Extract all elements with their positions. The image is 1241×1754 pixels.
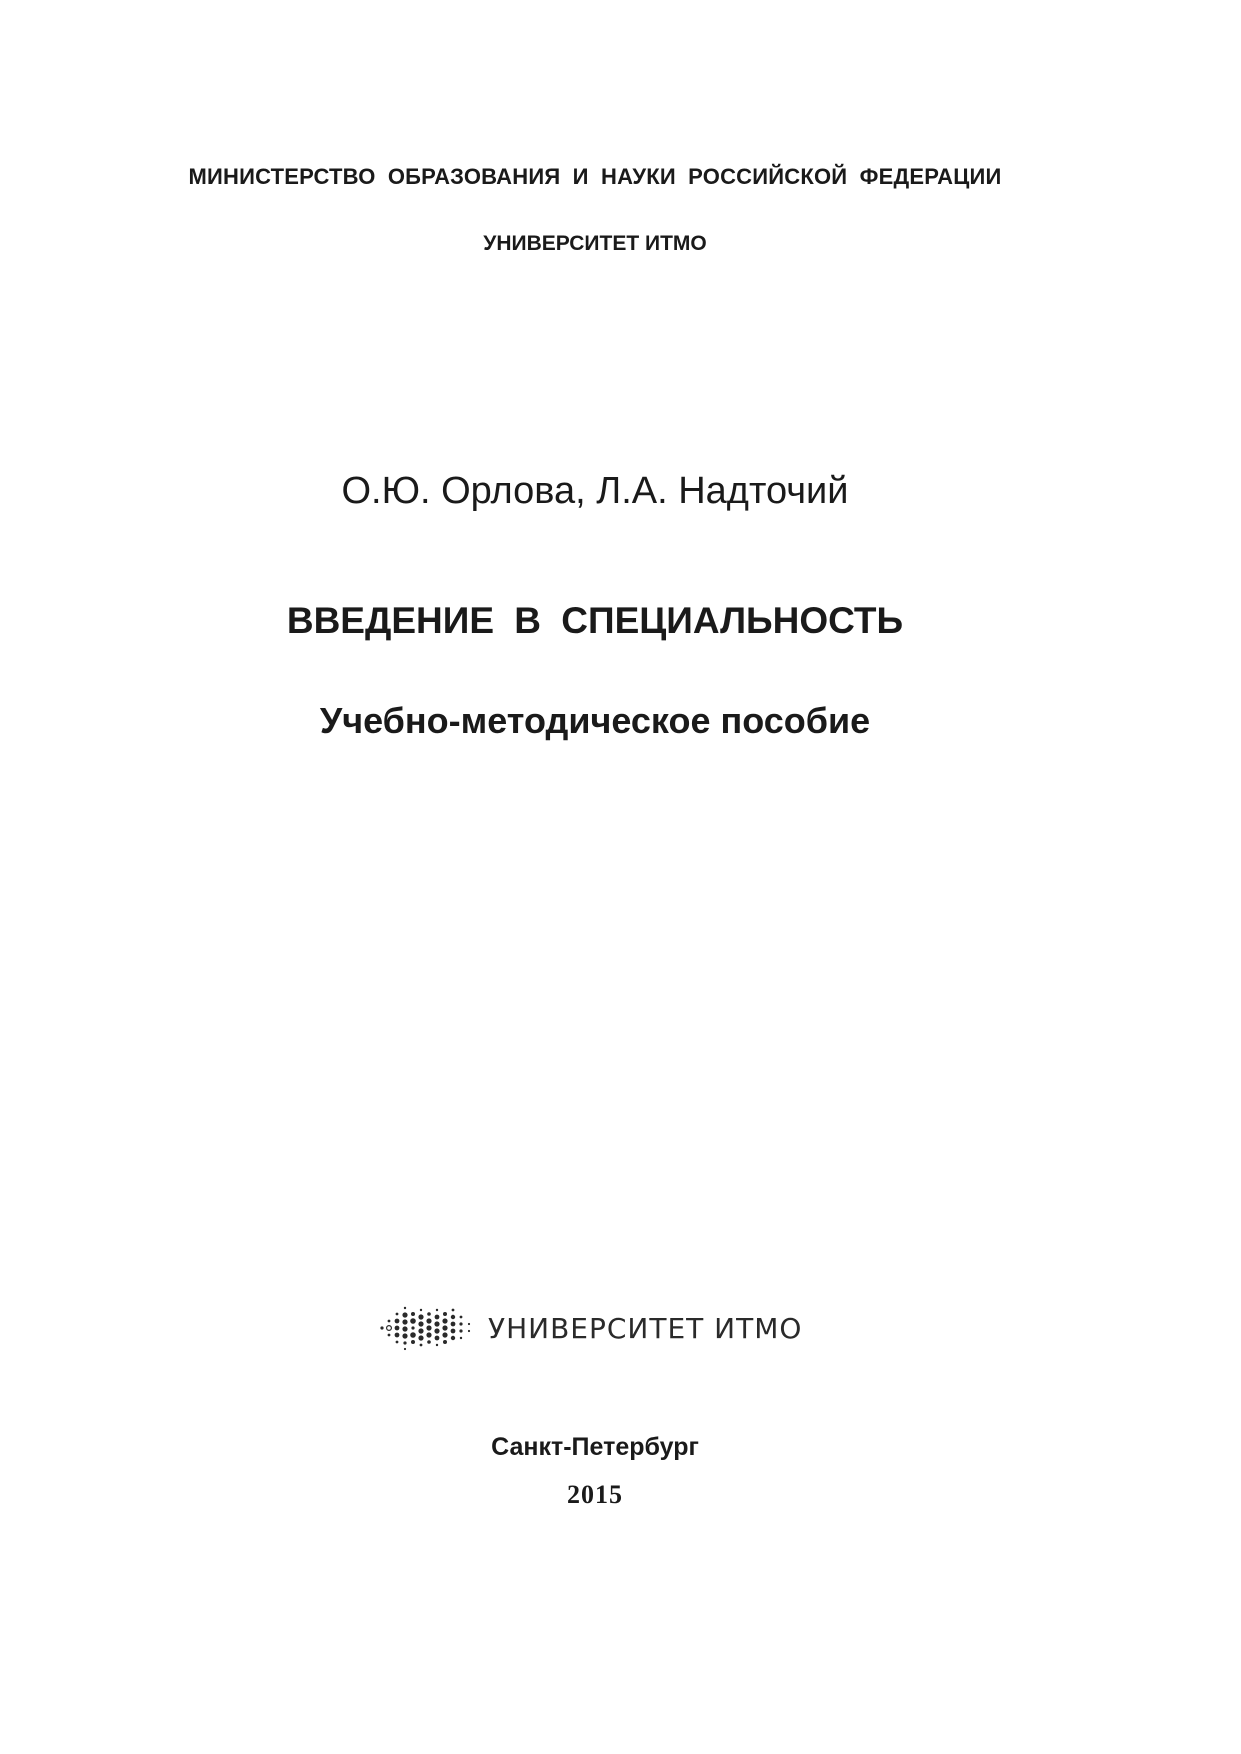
itmo-dots-logo-icon [378,1304,474,1352]
authors: О.Ю. Орлова, Л.А. Надточий [341,470,849,512]
book-title: ВВЕДЕНИЕ В СПЕЦИАЛЬНОСТЬ [286,600,904,641]
logo-wordmark: УНИВЕРСИТЕТ ИТМО [488,1311,803,1345]
imprint-year: 2015 [567,1480,623,1509]
university-header: УНИВЕРСИТЕТ ИТМО [483,232,707,255]
university-logo [378,1306,802,1350]
ministry-header: МИНИСТЕРСТВО ОБРАЗОВАНИЯ И НАУКИ РОССИЙСКОЙ ФЕДЕРАЦИИ [188,164,1002,189]
book-subtitle: Учебно-методическое пособие [319,700,871,741]
imprint-city: Санкт-Петербург [491,1433,699,1461]
